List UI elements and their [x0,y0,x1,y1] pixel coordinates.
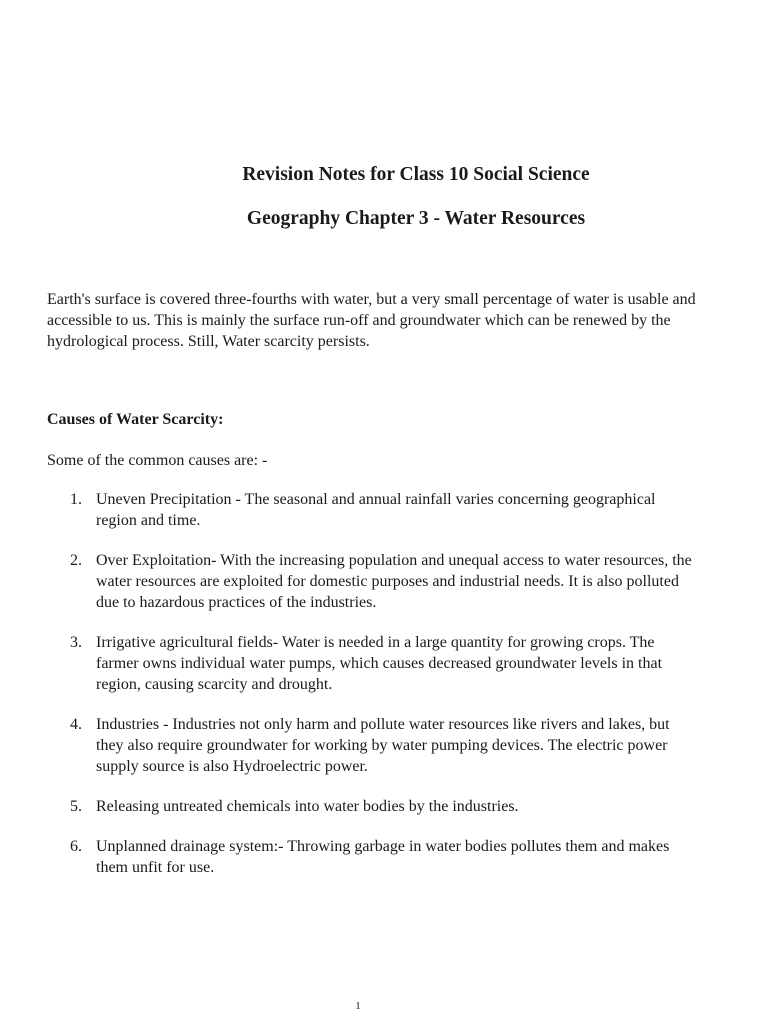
section-heading: Causes of Water Scarcity: [47,411,224,428]
list-item-number: 2. [70,552,82,569]
list-item-text: Irrigative agricultural fields- Water is needed in a large quantity for growing crops. The farmer owns individual water pumps, which causes decreased groundwater levels in that region, causing scarcity and drought. [96,634,663,693]
list-item-text: Uneven Precipitation - The seasonal and annual rainfall varies concerning geographical region and time. [96,491,656,529]
list-item-number: 3. [70,634,82,651]
intro-paragraph: Earth's surface is covered three-fourths with water, but a very small percentage of water is usable and accessible to us. This is mainly the surface run-off and groundwater which can be renewed by the hydrological process. Still, Water scarcity persists. [47,291,696,350]
list-item-text: Unplanned drainage system:- Throwing garbage in water bodies pollutes them and makes them unfit for use. [96,838,670,876]
list-item [0,489,696,531]
page-number: 1 [355,1000,361,1012]
lead-text: Some of the common causes are: - [47,452,268,469]
list-item [0,796,696,817]
list-item [0,714,696,777]
list-item-text: Releasing untreated chemicals into water bodies by the industries. [96,798,519,815]
list-item-number: 5. [70,798,82,815]
causes-list [0,489,768,897]
list-item [0,632,696,695]
list-item [0,550,696,613]
list-item [0,836,696,878]
list-item-number: 1. [70,491,82,508]
list-item-number: 4. [70,716,82,733]
list-item-number: 6. [70,838,82,855]
list-item-text: Over Exploitation- With the increasing population and unequal access to water resources, the water resources are exploited for domestic purposes and industrial needs. It is also polluted due to hazardous practices of the industries. [96,552,692,611]
document-subtitle: Geography Chapter 3 - Water Resources [246,208,586,229]
list-item-text: Industries - Industries not only harm and pollute water resources like rivers and lakes, but they also require groundwater for working by water pumping devices. The electric power supply source is also Hydroelectric power. [96,716,670,775]
document-title: Revision Notes for Class 10 Social Science [242,164,590,185]
